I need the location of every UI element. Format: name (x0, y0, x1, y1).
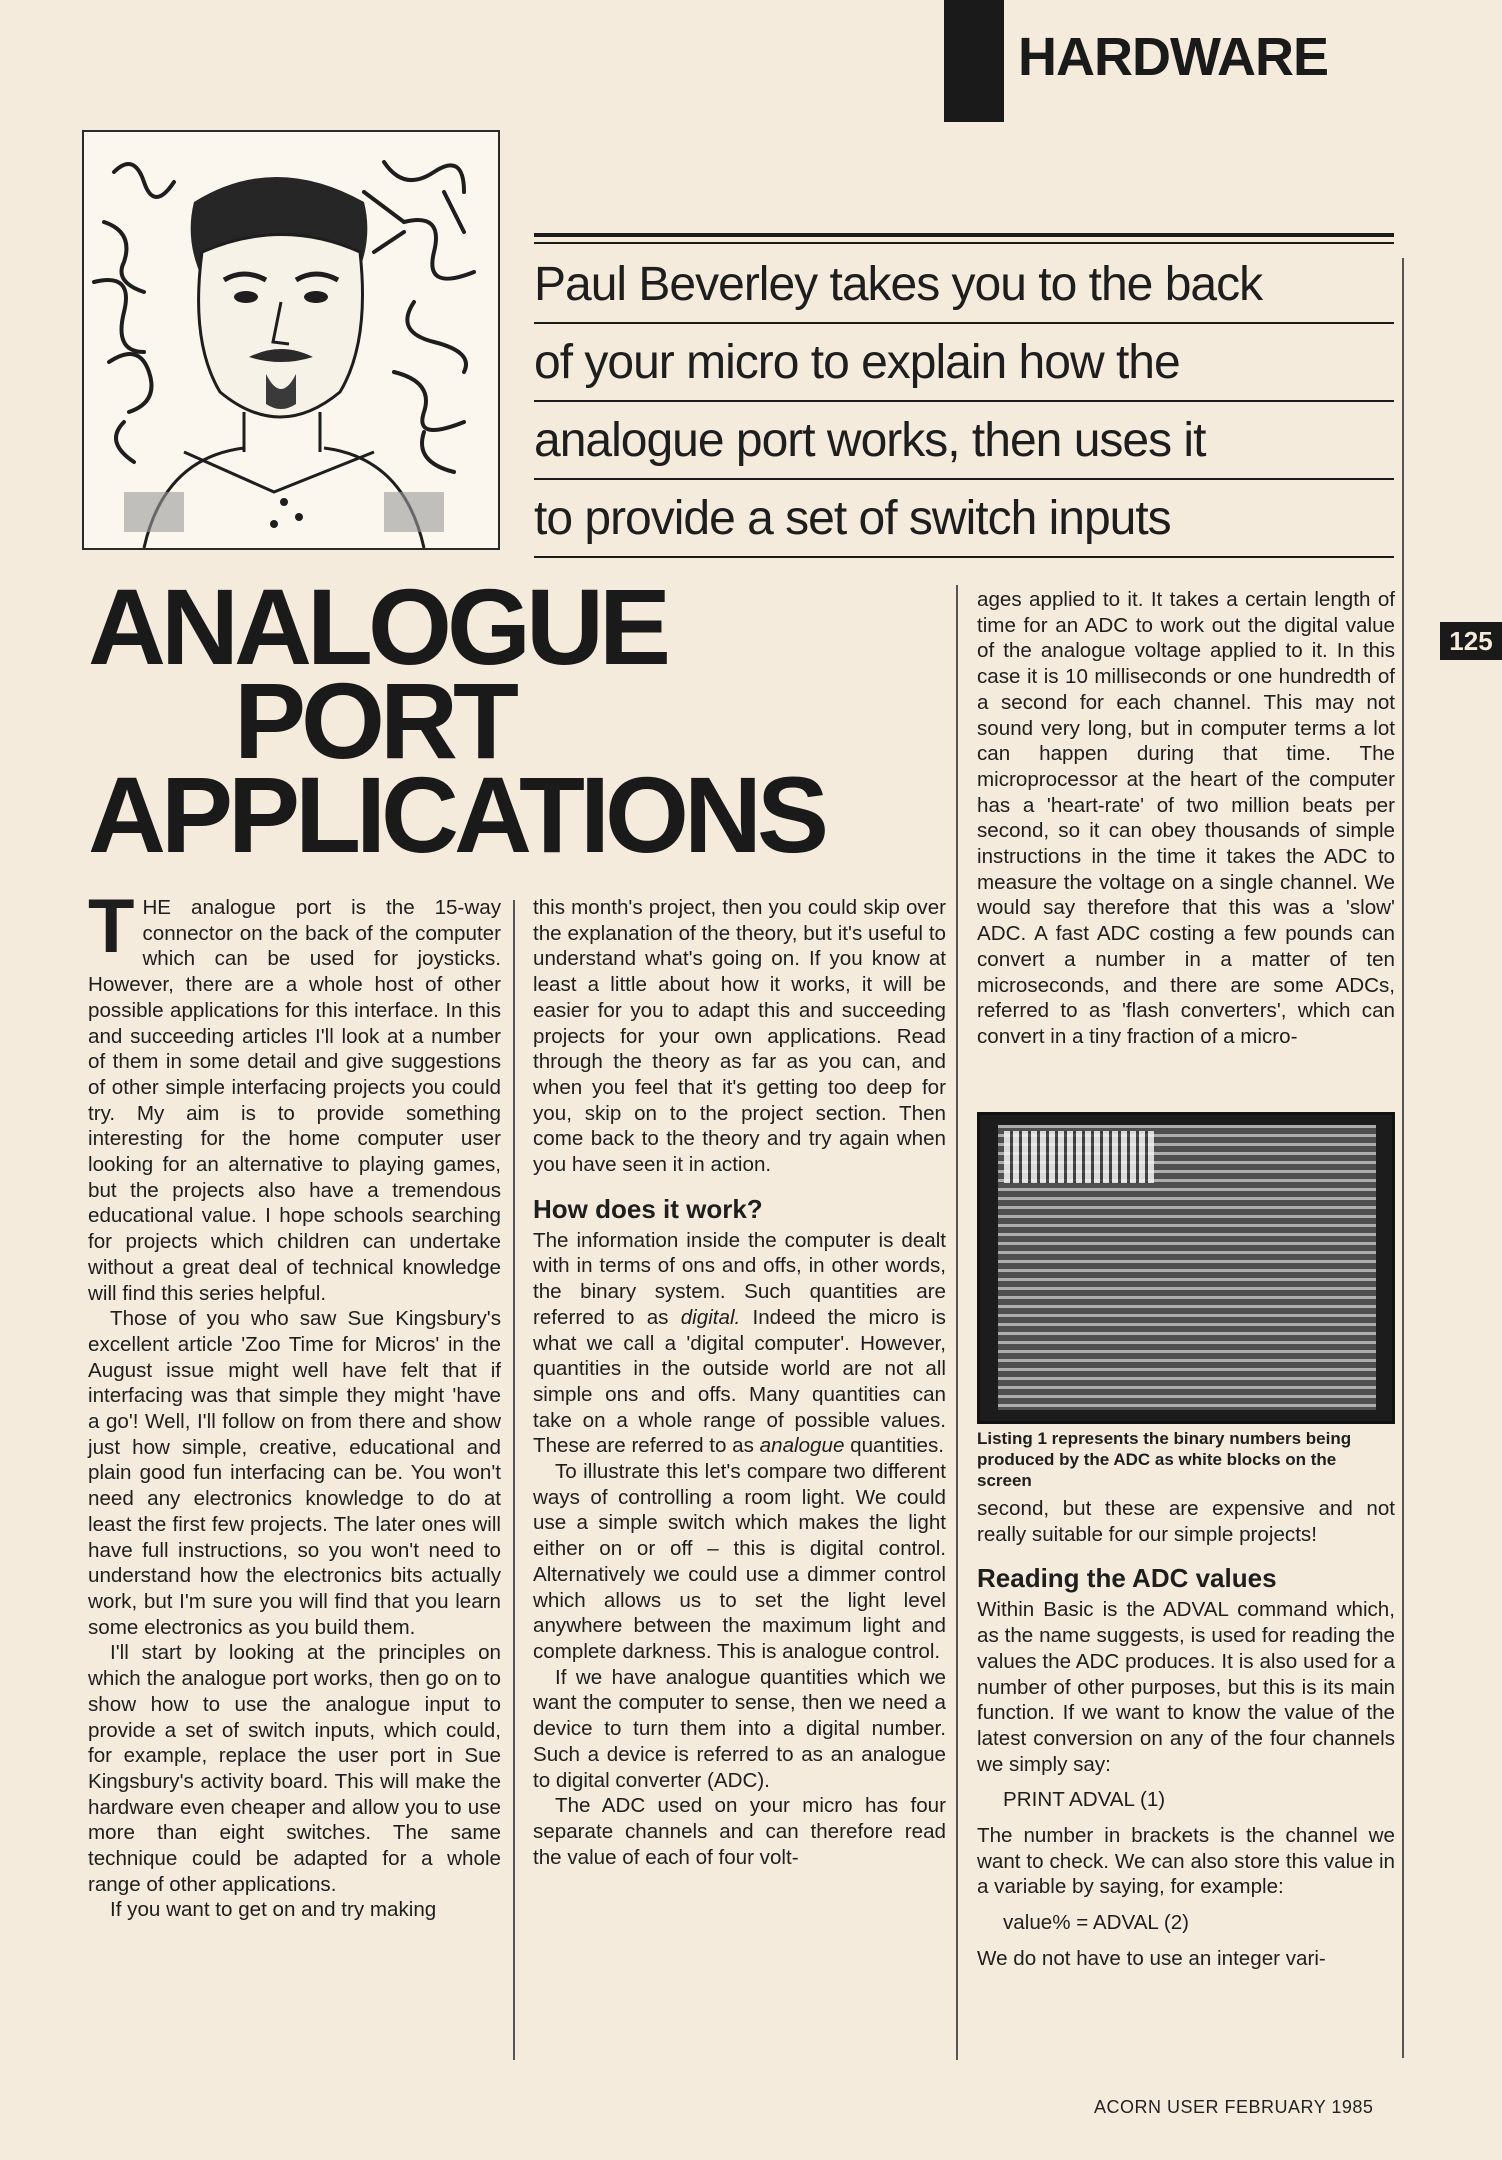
paragraph: this month's project, then you could skip over the explanation of the theory, but it's useful to understand what's going on. If you know at least a little about how it works, it will be easier for you to adapt this and succeeding projects for your own applications. Read through the theory as far as you can, and when you feel that it's getting too deep for you, skip on to the project section. Then come back to the theory and try again when you have seen it in action. (533, 896, 946, 1177)
column-rule (513, 900, 515, 2060)
paragraph: ages applied to it. It takes a certain length of time for an ADC to work out the digital value of the analogue voltage applied to it. In this case it is 10 milliseconds or one hundredth of a second for each channel. This may not sound very long, but in computer terms a lot can happen during that time. The microprocessor at the heart of the computer has a 'heart-rate' of two million beats per second, so it can obey thousands of simple instructions in the time it takes the ADC to measure the voltage on a single channel. We would say therefore that this was a 'slow' ADC. A fast ADC costing a few pounds can convert a number in a matter of ten microseconds, and there are some ADCs, referred to as 'flash converters', which can convert in a tiny fraction of a micro- (977, 588, 1395, 1048)
code-line: value% = ADVAL (2) (1003, 1911, 1190, 1935)
subheading: Reading the ADC values (977, 1563, 1277, 1594)
figure-caption: Listing 1 represents the binary numbers being produced by the ADC as white blocks on the screen (977, 1429, 1352, 1490)
paragraph: We do not have to use an integer vari- (977, 1946, 1326, 1970)
body-column-3-top (977, 587, 1395, 1050)
paragraph: If we have analogue quantities which we want the computer to sense, then we need a device to turn them into a digital number. Such a device is referred to as an analogue to digital converter (ADC). (533, 1665, 946, 1792)
column-rule (1402, 258, 1404, 2058)
standfirst (534, 246, 1394, 558)
column-rule (956, 585, 958, 2060)
article-title (88, 566, 858, 875)
paragraph: Those of you who saw Sue Kingsbury's excellent article 'Zoo Time for Micros' in the August issue might well have felt that if interfacing was that simple they might 'have a go'! Well, I'll follow on from there and show just how simple, creative, educational and plain good fun interfacing can be. You won't need any electronics knowledge to do at least the first few projects. The later ones will have full instructions, so you won't need to understand how the electronics bits actually work, but I'm sure you will find that you learn some electronics as you build them. (88, 1307, 501, 1639)
listing-screenshot (977, 1112, 1395, 1424)
body-column-1 (88, 884, 501, 1923)
code-line: PRINT ADVAL (1) (1003, 1788, 1166, 1812)
paragraph: second, but these are expensive and not really suitable for our simple projects! (977, 1497, 1395, 1546)
paragraph: The information inside the computer is dealt with in terms of ons and offs, in other words, the binary system. Such quantities are referred to as digital. Indeed the micro is what we call a 'digital computer'. However, quantities in the outside world are not all simple ons and offs. Many quantities can take on a whole range of possible values. These are referred to as analogue quantities. (533, 1228, 946, 1458)
standfirst-line: of your micro to explain how the (534, 324, 1394, 402)
paragraph: Within Basic is the ADVAL command which, as the name suggests, is used for reading the values the ADC produces. It is also used for a number of other purposes, but this is its main function. If we want to know the value of the latest conversion on any of the four channels we simply say: (977, 1598, 1395, 1776)
page-footer: ACORN USER FEBRUARY 1985 (1094, 2097, 1374, 2117)
body-column-3-bottom (977, 1496, 1395, 1972)
paragraph: THE analogue port is the 15-way connector on the back of the computer which can be used for joysticks. However, there are a whole host of other possible applications for this interface. In this and succeeding articles I'll look at a number of them in some detail and give suggestions of other simple interfacing projects you could try. My aim is to provide something interesting for the home computer user looking for an alternative to playing games, but the projects also have a tremendous educational value. I hope schools searching for projects which children can undertake without a great deal of technical knowledge will find this series helpful. (88, 884, 501, 1305)
paragraph: I'll start by looking at the principles on which the analogue port works, then go on to show how to use the analogue input to provide a set of switch inputs, which could, for example, replace the user port in Sue Kingsbury's activity board. This will make the hardware even cheaper and allow you to use more than eight switches. The same technique could be adapted for a whole range of other applications. (88, 1641, 501, 1896)
page-number: 125 (1440, 622, 1502, 660)
top-rule (534, 233, 1394, 237)
section-tab-block (944, 0, 1004, 122)
body-column-2 (533, 895, 946, 1870)
top-rule-thin (534, 242, 1394, 244)
paragraph: The number in brackets is the channel we want to check. We can also store this value in a variable by saying, for example: (977, 1824, 1395, 1899)
standfirst-line: analogue port works, then uses it (534, 402, 1394, 480)
standfirst-line: to provide a set of switch inputs (534, 480, 1394, 558)
binary-blocks (1004, 1131, 1154, 1183)
title-line: ANALOGUE (88, 566, 666, 687)
section-heading: HARDWARE (1018, 27, 1328, 87)
paragraph: The ADC used on your micro has four separate channels and can therefore read the value of each of four volt- (533, 1794, 946, 1869)
paragraph: To illustrate this let's compare two different ways of controlling a room light. We could use a simple switch which makes the light either on or off – this is digital control. Alternatively we could use a dimmer control which allows us to set the light level anywhere between the maximum light and complete darkness. This is analogue control. (533, 1460, 946, 1663)
portrait-sketch (84, 132, 498, 548)
standfirst-line: Paul Beverley takes you to the back (534, 246, 1394, 324)
subheading: How does it work? (533, 1193, 763, 1224)
author-portrait-illustration (82, 130, 500, 550)
title-line: PORT (234, 660, 515, 781)
paragraph: If you want to get on and try making (110, 1898, 437, 1922)
drop-cap: T (88, 884, 135, 969)
title-line: APPLICATIONS (88, 754, 825, 875)
